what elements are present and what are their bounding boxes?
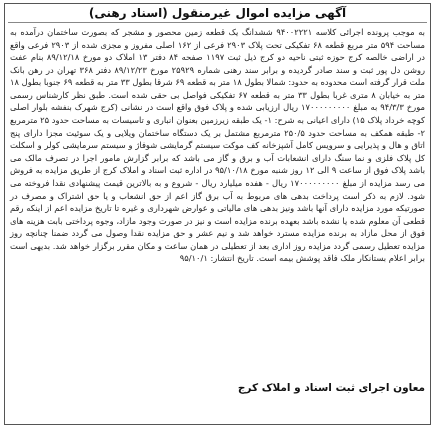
- notice-title: آگهی مزایده اموال غیرمنقول (اسناد رهنی): [88, 6, 347, 20]
- title-divider: [8, 22, 427, 23]
- notice-body: به موجب پرونده اجرائی کلاسه ۹۴۰۰۲۲۲۱ ششدانگ یک قطعه زمین محصور و مشجر که بصورت ساختمان درآمده به مساحت ۵۹۴ متر مربع قطعه ۶۸ تفکیکی تحت پلاک ۲۹۰۳ فرعی از ۱۶۲ اصلی مفروز و مجزی شده از ۲۹۰۳ فرعی واقع در اراضی خالصه کرج حوزه ثبتی ناحیه دو کرج ذیل ثبت ۱۱۹۷ صفحه ۸۴ دفتر ۱۳ املاک دو مورخ ۸۹/۱۲/۱۸ بنام عفت روشن دل پور ثبت و سند صادر گردیده و برابر سند رهنی شماره ۲۵۹۲۹ مورخ ۸۹/۱۲/۲۳ دفتر ۳۶۸ تهران در رهن بانک ملت قرار گرفته است محدوده به حدود: شمالا بطول ۱۸ متر به قطعه ۶۹ شرقا بطول ۳۳ متر به قطعه ۶۹ جنوبا بطول ۱۸ متر به خیابان ۸ متری غربا بطول ۳۳ متر به قطعه ۶۷ تفکیکی فواصل بی حقی شده است. طبق نظر کارشناس رسمی مورخ ۹۴/۳/۳ به مبلغ ۱۷۰۰۰۰۰۰۰۰۰ ریال ارزیابی شده و پلاک فوق واقع است در نشانی (کرج شهرک بنفشه بلوار اصلی کوچه خرداد پلاک ۱۵) دارای اعیانی به شرح: ۱- یک طبقه زیرزمین بعنوان انباری و تاسیسات به مساحت حدود ۲۵ مترمربع ۲- طبقه همکف به مساحت حدود ۲۵۰/۵ مترمربع مشتمل بر یک دستگاه ساختمان ویلایی و یک سوئیت مجزا دارای پنج اتاق و هال و پذیرایی و سرویس کامل آشپزخانه کف موکت سیستم گرمایشی شوفاژ و سیستم سرمایشی کولر و اسکلت کل پلاک فلزی و نما سنگ دارای انشعابات آب و برق و گاز می باشد که برابر گزارش مامور اجرا در تصرف مالک می باشد پلاک فوق از ساعت ۹ الی ۱۲ روز شنبه مورخ ۹۵/۱۰/۱۸ در اداره ثبت اسناد و املاک کرج از طریق مزایده به فروش می رسد مزایده از مبلغ ۱۷۰۰۰۰۰۰۰۰۰ ریال - هفده میلیارد ریال - شروع و به بالاترین قیمت پیشنهادی نقدا فروخته می شود. لازم به ذکر است پرداخت بدهی های مربوط به آب برق گاز اعم از حق انشعاب و یا حق اشتراک و مصرف در صورتیکه مورد مزایده دارای آنها باشد ونیز بدهی های مالیاتی و عوارض شهرداری و غیره تا تاریخ مزایده اعم از اینکه رقم قطعی آن معلوم شده یا نشده باشد بعهده برنده مزایده است و نیز در صورت وجود مازاد، وجوه پرداختی بابت هزینه های فوق از محل مازاد به برنده مزایده مسترد خواهد شد و نیم عشر و حق مزایده نقدا وصول می گردد ضمنا چنانچه روز مزایده تعطیل رسمی گردد مزایده روز اداری بعد از تعطیلی در همان ساعت و مکان مقرر برگزار خواهد شد. بدیهی است برابر اعلام بستانکار ملک فاقد پوشش بیمه است. تاریخ انتشار: ۹۵/۱۰/۱: [10, 27, 426, 264]
- notice-signature: معاون اجرای ثبت اسناد و املاک کرج: [237, 382, 425, 394]
